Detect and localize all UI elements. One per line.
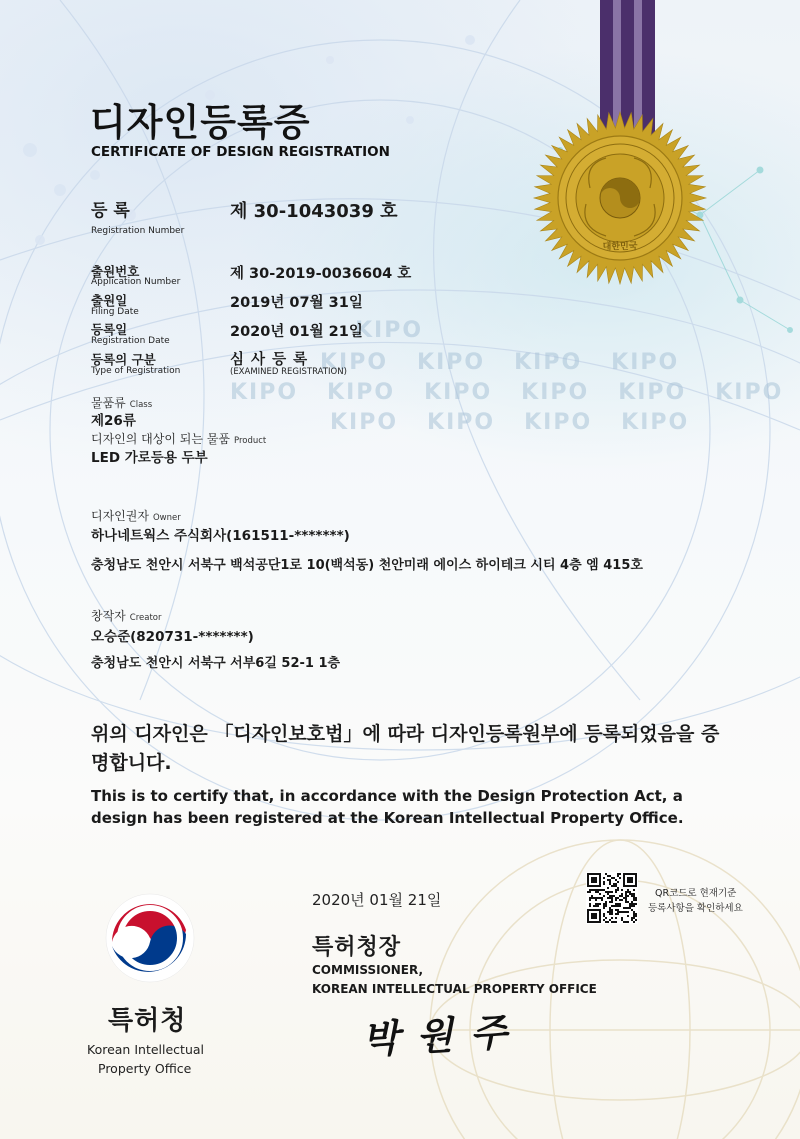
issue-date: 2020년 01월 21일 — [312, 891, 442, 909]
registration-type-label: 등록의 구분 — [91, 352, 156, 367]
watermark-text: KIPO — [417, 350, 486, 375]
class-value: 제26류 — [91, 413, 136, 429]
kipo-emblem — [102, 890, 198, 986]
registration-type-label-en: Type of Registration — [91, 366, 181, 376]
watermark-text: KIPO — [327, 380, 396, 405]
registration-number: 제 30-1043039 호 — [230, 201, 398, 222]
class-label-en: Class — [129, 400, 153, 410]
product-value: LED 가로등용 두부 — [91, 450, 208, 466]
watermark-text: KIPO — [621, 410, 690, 435]
filing-date-label-en: Filing Date — [91, 307, 139, 317]
registration-label-en: Registration Number — [91, 226, 185, 236]
watermark-text: KIPO — [618, 380, 687, 405]
qr-caption-line-2: 등록사항을 확인하세요 — [648, 903, 743, 914]
owner-label-en: Owner — [152, 513, 181, 523]
watermark-row-4 — [330, 410, 689, 435]
owner-label-row — [91, 505, 181, 524]
filing-date: 2019년 07월 31일 — [230, 295, 363, 311]
page-subtitle: CERTIFICATE OF DESIGN REGISTRATION — [91, 144, 390, 160]
owner-name: 하나네트웍스 주식회사(161511-*******) — [91, 528, 350, 544]
registration-date: 2020년 01월 21일 — [230, 324, 363, 340]
kipo-name-en-1: Korean Intellectual — [87, 1042, 204, 1057]
owner-address: 충청남도 천안시 서북구 백석공단1로 10(백석동) 천안미래 에이스 하이테크 시티 4층 엠 415호 — [91, 558, 643, 573]
registration-date-label: 등록일 — [91, 322, 128, 337]
product-label-row — [91, 428, 266, 447]
commissioner-title-en-1: COMMISSIONER, — [312, 963, 424, 977]
registration-type: 심 사 등 록 — [230, 352, 309, 368]
creator-label-row — [91, 605, 162, 624]
class-label: 물품류 — [91, 396, 126, 410]
watermark-text: KIPO — [320, 350, 389, 375]
watermark-text: KIPO — [715, 380, 784, 405]
creator-label-en: Creator — [129, 613, 162, 623]
watermark-row-1 — [355, 318, 423, 343]
certification-statement-kr: 위의 디자인은 「디자인보호법」에 따라 디자인등록원부에 등록되었음을 증명합니다. — [91, 723, 720, 774]
watermark-text: KIPO — [521, 380, 590, 405]
registration-type-en: (EXAMINED REGISTRATION) — [230, 367, 347, 377]
filing-date-label: 출원일 — [91, 293, 128, 308]
application-label-en: Application Number — [91, 277, 181, 287]
watermark-text: KIPO — [355, 318, 424, 343]
registration-label: 등 록 — [91, 201, 130, 221]
watermark-text: KIPO — [230, 380, 299, 405]
watermark-text: KIPO — [424, 380, 493, 405]
watermark-text: KIPO — [611, 350, 680, 375]
watermark-text: KIPO — [524, 410, 593, 435]
product-label-en: Product — [233, 436, 267, 446]
watermark-text: KIPO — [330, 410, 399, 435]
commissioner-title-en-2: KOREAN INTELLECTUAL PROPERTY OFFICE — [312, 982, 597, 996]
creator-address: 충청남도 천안시 서북구 서부6길 52-1 1층 — [91, 656, 341, 671]
qr-caption-line-1: QR코드로 현재기준 — [655, 888, 737, 899]
watermark-row-2 — [320, 350, 679, 375]
gold-seal — [532, 110, 708, 286]
watermark-text: KIPO — [427, 410, 496, 435]
creator-name: 오승준(820731-*******) — [91, 629, 254, 645]
owner-label: 디자인권자 — [91, 509, 149, 523]
registration-date-label-en: Registration Date — [91, 336, 170, 346]
application-number: 제 30-2019-0036604 호 — [230, 266, 412, 282]
page-title: 디자인등록증 — [90, 101, 311, 144]
certification-statement-en: This is to certify that, in accordance with the Design Protection Act, a design has been registered at the Korean Intellectual Property Office. — [91, 787, 684, 827]
qr-code[interactable] — [586, 872, 638, 924]
kipo-name-en-2: Property Office — [98, 1061, 192, 1076]
watermark-text: KIPO — [514, 350, 583, 375]
application-label: 출원번호 — [91, 264, 140, 279]
commissioner-title-kr: 특허청장 — [312, 935, 402, 960]
creator-label: 창작자 — [91, 609, 126, 623]
seal-text: 대한민국 — [602, 242, 638, 252]
kipo-name-kr: 특허청 — [108, 1006, 187, 1036]
commissioner-signature: 박 원 주 — [361, 1009, 510, 1062]
product-label: 디자인의 대상이 되는 물품 — [91, 432, 230, 446]
watermark-row-3 — [230, 380, 783, 405]
